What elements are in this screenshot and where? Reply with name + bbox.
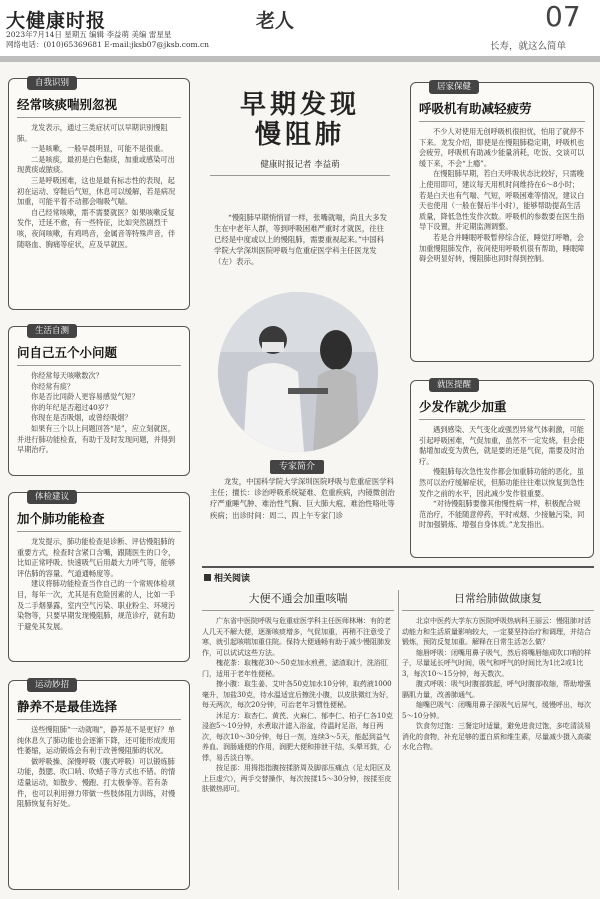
box-tag: 自我识别 [27, 76, 77, 90]
box-paragraph: 龙发表示，通过三类症状可以早期识别慢阻肺。 [17, 123, 168, 143]
byline-rule [210, 175, 390, 176]
box-tag: 就医提醒 [429, 378, 479, 392]
title-rule [202, 610, 394, 611]
box-paragraph: 不少人对使用无创呼吸机很担忧，怕用了就停不下来。龙发介绍，即使是在慢阻肺稳定期，呼吸机也会疲劳，呼吸机有助减少能量消耗，吃饭、交谈可以缓下来，不会“上瘾”。 [419, 127, 585, 168]
title-rule [17, 719, 181, 720]
box-paragraph: 你是否比同龄人更容易感觉气短？ [31, 392, 139, 402]
title-rule [17, 365, 181, 366]
related-paragraph: 缩嘴巴吸气：闭嘴用鼻子深吸气后屏气，缓慢呼出，每次5～10分钟。 [402, 701, 591, 720]
related-heading [204, 571, 250, 584]
section-name: 老人 [256, 10, 295, 32]
expert-photo [218, 292, 378, 452]
box-paragraph: 你的年纪是否超过40岁？ [31, 402, 113, 412]
title-rule [17, 531, 181, 532]
headline-line-2: 慢阻肺 [254, 120, 345, 150]
sidebar-box-exercise [8, 680, 190, 890]
headline-line-1: 早期发现 [239, 90, 360, 120]
expert-label-wrap [270, 454, 324, 473]
related-paragraph: 槐花茶：取槐花30～50克加水煎煮，滤渣取汁，洗浴肛门，适用于老年性便秘。 [202, 659, 388, 678]
box-paragraph: 三是呼吸困难，这也是最有标志性的表现，起初在运动、穿鞋后气短，休息可以缓解，若是病况加重，可能平着不动都会喘吸气喘。 [17, 175, 176, 207]
related-article-title: 大便不通会加重咳喘 [248, 592, 348, 605]
related-paragraph: 广东省中医院呼吸与危重症医学科主任医师林琳：有的老人几天不解大便，逐渐咳痰增多，气促加重，再稍不注意受了寒，就引起咳喘加重住院。保持大便通畅有助于减少慢阻肺发作，可以试试这些方法。 [202, 617, 391, 657]
box-title: 加个肺功能检查 [17, 511, 105, 526]
expert-bio-text: 龙发，中国科学院大学深圳医院呼吸与危重症医学科主任；擅长：诊治呼吸系统疑难、危重疾病，内镜微创治疗严重睡气肿、难治性气胸、巨大肺大疱、难治性咯吐等疾病；出诊时间：周二、四上午专家门诊 [210, 477, 395, 520]
box-paragraph: 龙发提示，肺功能检查是诊断、评估慢阻肺的重要方式，检查时含紧口含嘴，跟随医生的口令，比如正常呼吸、快速吸气后用最大力呼气等，能够评估肺的容量、气道通畅度等。 [17, 537, 176, 578]
box-paragraph: 若是合并睡眠呼吸暂停综合征，睡觉打呼噜，会加重慢阻肺发作，夜间使用呼吸机很有帮助，睡眠障碍会明显好转，慢阻肺也同时得到控制。 [419, 232, 585, 264]
box-title: 呼吸机有助减轻疲劳 [419, 101, 532, 116]
box-title: 问自己五个小问题 [17, 345, 118, 360]
box-paragraph: 自己经常咳嗽，需不需要就医？如果咳嗽反复发作，迁延不愈，有一些特征，比如突然剧烈干咳，夜间咳嗽，有鸡鸣音，金属音等特殊声音，伴随咯血、胸痛等症状，应及早就医。 [17, 207, 176, 249]
expert-bio [210, 476, 395, 521]
related-paragraph: 擦小腹：取生姜、艾叶各50克加水10分钟，取药液1000毫升，加盐30克，待水温适宜后擦洗小腹，以皮肤微红为好，每天两次，每次20分钟，可治老年习惯性便秘。 [202, 680, 393, 709]
related-paragraph: 饮食勿过饱：三餐定时适量，避免进食过饱，多吃清淡易消化的食物，补充足够的蛋白质和维生素，尽量减少摄入高碳水化合物。 [402, 722, 591, 751]
sidebar-box-home-care [410, 82, 594, 362]
box-paragraph: 你经常有痰？ [31, 381, 75, 391]
related-heading-text: 相关阅读 [214, 574, 251, 584]
headline-block [200, 90, 400, 181]
related-paragraph: 北京中医药大学东方医院呼吸热病科王丽云：慢阻肺对活动能力和生活质量影响较大，一定要坚持治疗和调理，并结合锻炼，预防反复加重。解释在日常生活怎么做？ [402, 617, 591, 646]
sidebar-box-medical-reminder [410, 380, 594, 558]
box-title: 经常咳痰喘别忽视 [17, 97, 118, 112]
related-article-left [202, 590, 394, 795]
box-paragraph: 如果有三个以上问题回答“是”，应立刻就医，并进行肺功能检查，有助于及时发现问题，并得到早期治疗。 [17, 423, 176, 455]
slogan: 长寿，就这么简单 [490, 41, 567, 52]
sidebar-box-checkup [8, 492, 190, 662]
box-paragraph: 建议将肺功能检查当作自己的一个常规体检项目，每年一次，尤其是有危险因素的人，比如一手及二手烟暴露，室内空气污染、职业粉尘、环境污染物等，只要早期发现慢阻肺，规范诊疗，就有助于避免其发展。 [17, 579, 176, 631]
box-title: 少发作就少加重 [419, 399, 507, 414]
title-rule [402, 610, 594, 611]
box-tag: 生活自测 [27, 324, 77, 338]
related-article-right [402, 590, 594, 753]
page-number: 07 [545, 0, 581, 33]
box-paragraph: 你经常每天咳嗽数次？ [31, 371, 103, 380]
lead-paragraph [214, 212, 390, 267]
related-paragraph: 缩唇呼吸：闭嘴用鼻子吸气，然后将嘴唇缩成吹口哨的样子，尽量延长呼气时间，吸气和呼气的时间比为1比2或1比3，每次10～15分钟，每天数次。 [402, 648, 591, 678]
box-paragraph: 遇到感染、天气变化或强烈异常气体刺激，可能引起呼吸困难，气促加重，虽然不一定发烧，但会使黏增加或变为黄色，就是要的还是气促，需要及时治疗。 [419, 425, 585, 466]
box-paragraph: 在慢阻肺早期，若白天呼吸状态比较好，只需晚上使用即可，建议每天用机时间维持在6～8小时；若是白天也有气喘、气短，呼吸困难等情况，建议白天也使用（一般在餐后半小时），能够帮助提高生活质量，降低急性发作次数。呼吸机的参数要在医生指导下设置，并定期监测调整。 [419, 169, 585, 232]
sidebar-box-self-check [8, 78, 190, 310]
masthead-meta [6, 30, 209, 50]
title-rule [17, 117, 181, 118]
title-rule [419, 419, 585, 420]
box-paragraph: “对待慢阻肺要像其他慢性病一样，积极配合规范治疗，不能随意停药，平时戒烟、少接触污染，同时加强锻炼、增强自身体质。”龙发指出。 [419, 499, 585, 530]
masthead-date-line: 2023年7月14日 星期五 编辑 李益萌 美编 雷星星 [6, 30, 172, 39]
box-paragraph: 你现在是否吸烟，或曾经吸烟？ [31, 413, 132, 423]
box-tag: 体检建议 [27, 490, 77, 504]
square-bullet-icon [204, 574, 211, 581]
related-paragraph: 按足部：用拇指指腹按揉脐周及脚部压痛点（足太阳区及上巨虚穴），两手交替操作，每次按揉15～30分钟，按揉至皮肤微热即可。 [202, 764, 392, 793]
sidebar-box-life-test [8, 326, 190, 476]
box-tag: 运动妙招 [27, 678, 77, 692]
box-paragraph: 二是咳痰，最初是白色黏痰，加重或感染可出现黄痰或脓痰。 [17, 154, 175, 175]
doctor-photo-illustration [218, 292, 378, 452]
related-paragraph: 沐足方：取杏仁、黄芪、火麻仁、郁李仁、柏子仁各10克浸泡5～10分钟，水煮取汁滤入浴盆，待温时足浴，每日两次，每次10～30分钟，每日一剂，连续3～5天，能起到益气养血、润肠通便的作用，润肥大便和排泄干结，头晕耳鼓，心悸，易舌淡白等。 [202, 711, 393, 762]
newspaper-logo: 大健康时报 [6, 10, 107, 32]
lead-text: “慢阻肺早期悄悄冒一样，张嘴就喘，尚且大多发生在中老年人群，等到呼吸困难严重时才就医，往往已经是中度或以上的慢阻肺，需要重视起来。”中国科学院大学深圳医院呼吸与危重症医学科主任医龙发（左）表示。 [214, 213, 387, 266]
box-tag: 居家保健 [429, 80, 479, 94]
box-paragraph: 一是咳嗽，一般早晨明显，可能不是很重。 [31, 144, 168, 154]
title-rule [419, 121, 585, 122]
related-column-divider [398, 590, 399, 890]
byline: 健康时报记者 李益萌 [260, 160, 340, 170]
related-paragraph: 腹式呼吸：吸气时腹部鼓起，呼气时腹部收缩，帮助增强膈肌力量，改善肺通气。 [402, 680, 591, 699]
box-paragraph: 送些慢阻肺“一动就喘”，静养是不是更好？单纯休息久了肺功能也会逐渐下降，还可能形成废用性萎缩，运动锻炼会有利于改善慢阻肺的状况。 [17, 725, 176, 756]
related-top-rule [202, 566, 594, 568]
header-divider [0, 56, 600, 62]
box-paragraph: 做呼吸操、深慢呼吸（腹式呼吸）可以锻炼肺功能，鼓腮、吹口哨、吹蜡子等方式也不错。的情适量运动，如散步、慢跑、打太极拳等。若有条件，也可以利用弹力带做一些肢体阻力训练，对慢阻肺恢复有好处。 [17, 756, 176, 809]
expert-label: 专家简介 [270, 460, 324, 474]
related-article-title: 日常给肺做做康复 [454, 592, 542, 605]
masthead-contact-line: 网络电话：(010)65369681 E-mail:jksb07@jksb.com.cn [6, 40, 209, 49]
box-title: 静养不是最佳选择 [17, 699, 118, 714]
box-paragraph: 慢阻肺每次急性发作都会加重肺功能的恶化，虽然可以治疗缓解症状，但肺功能往往难以恢复到急性发作之前的水平，因此减少发作很重要。 [419, 467, 585, 498]
